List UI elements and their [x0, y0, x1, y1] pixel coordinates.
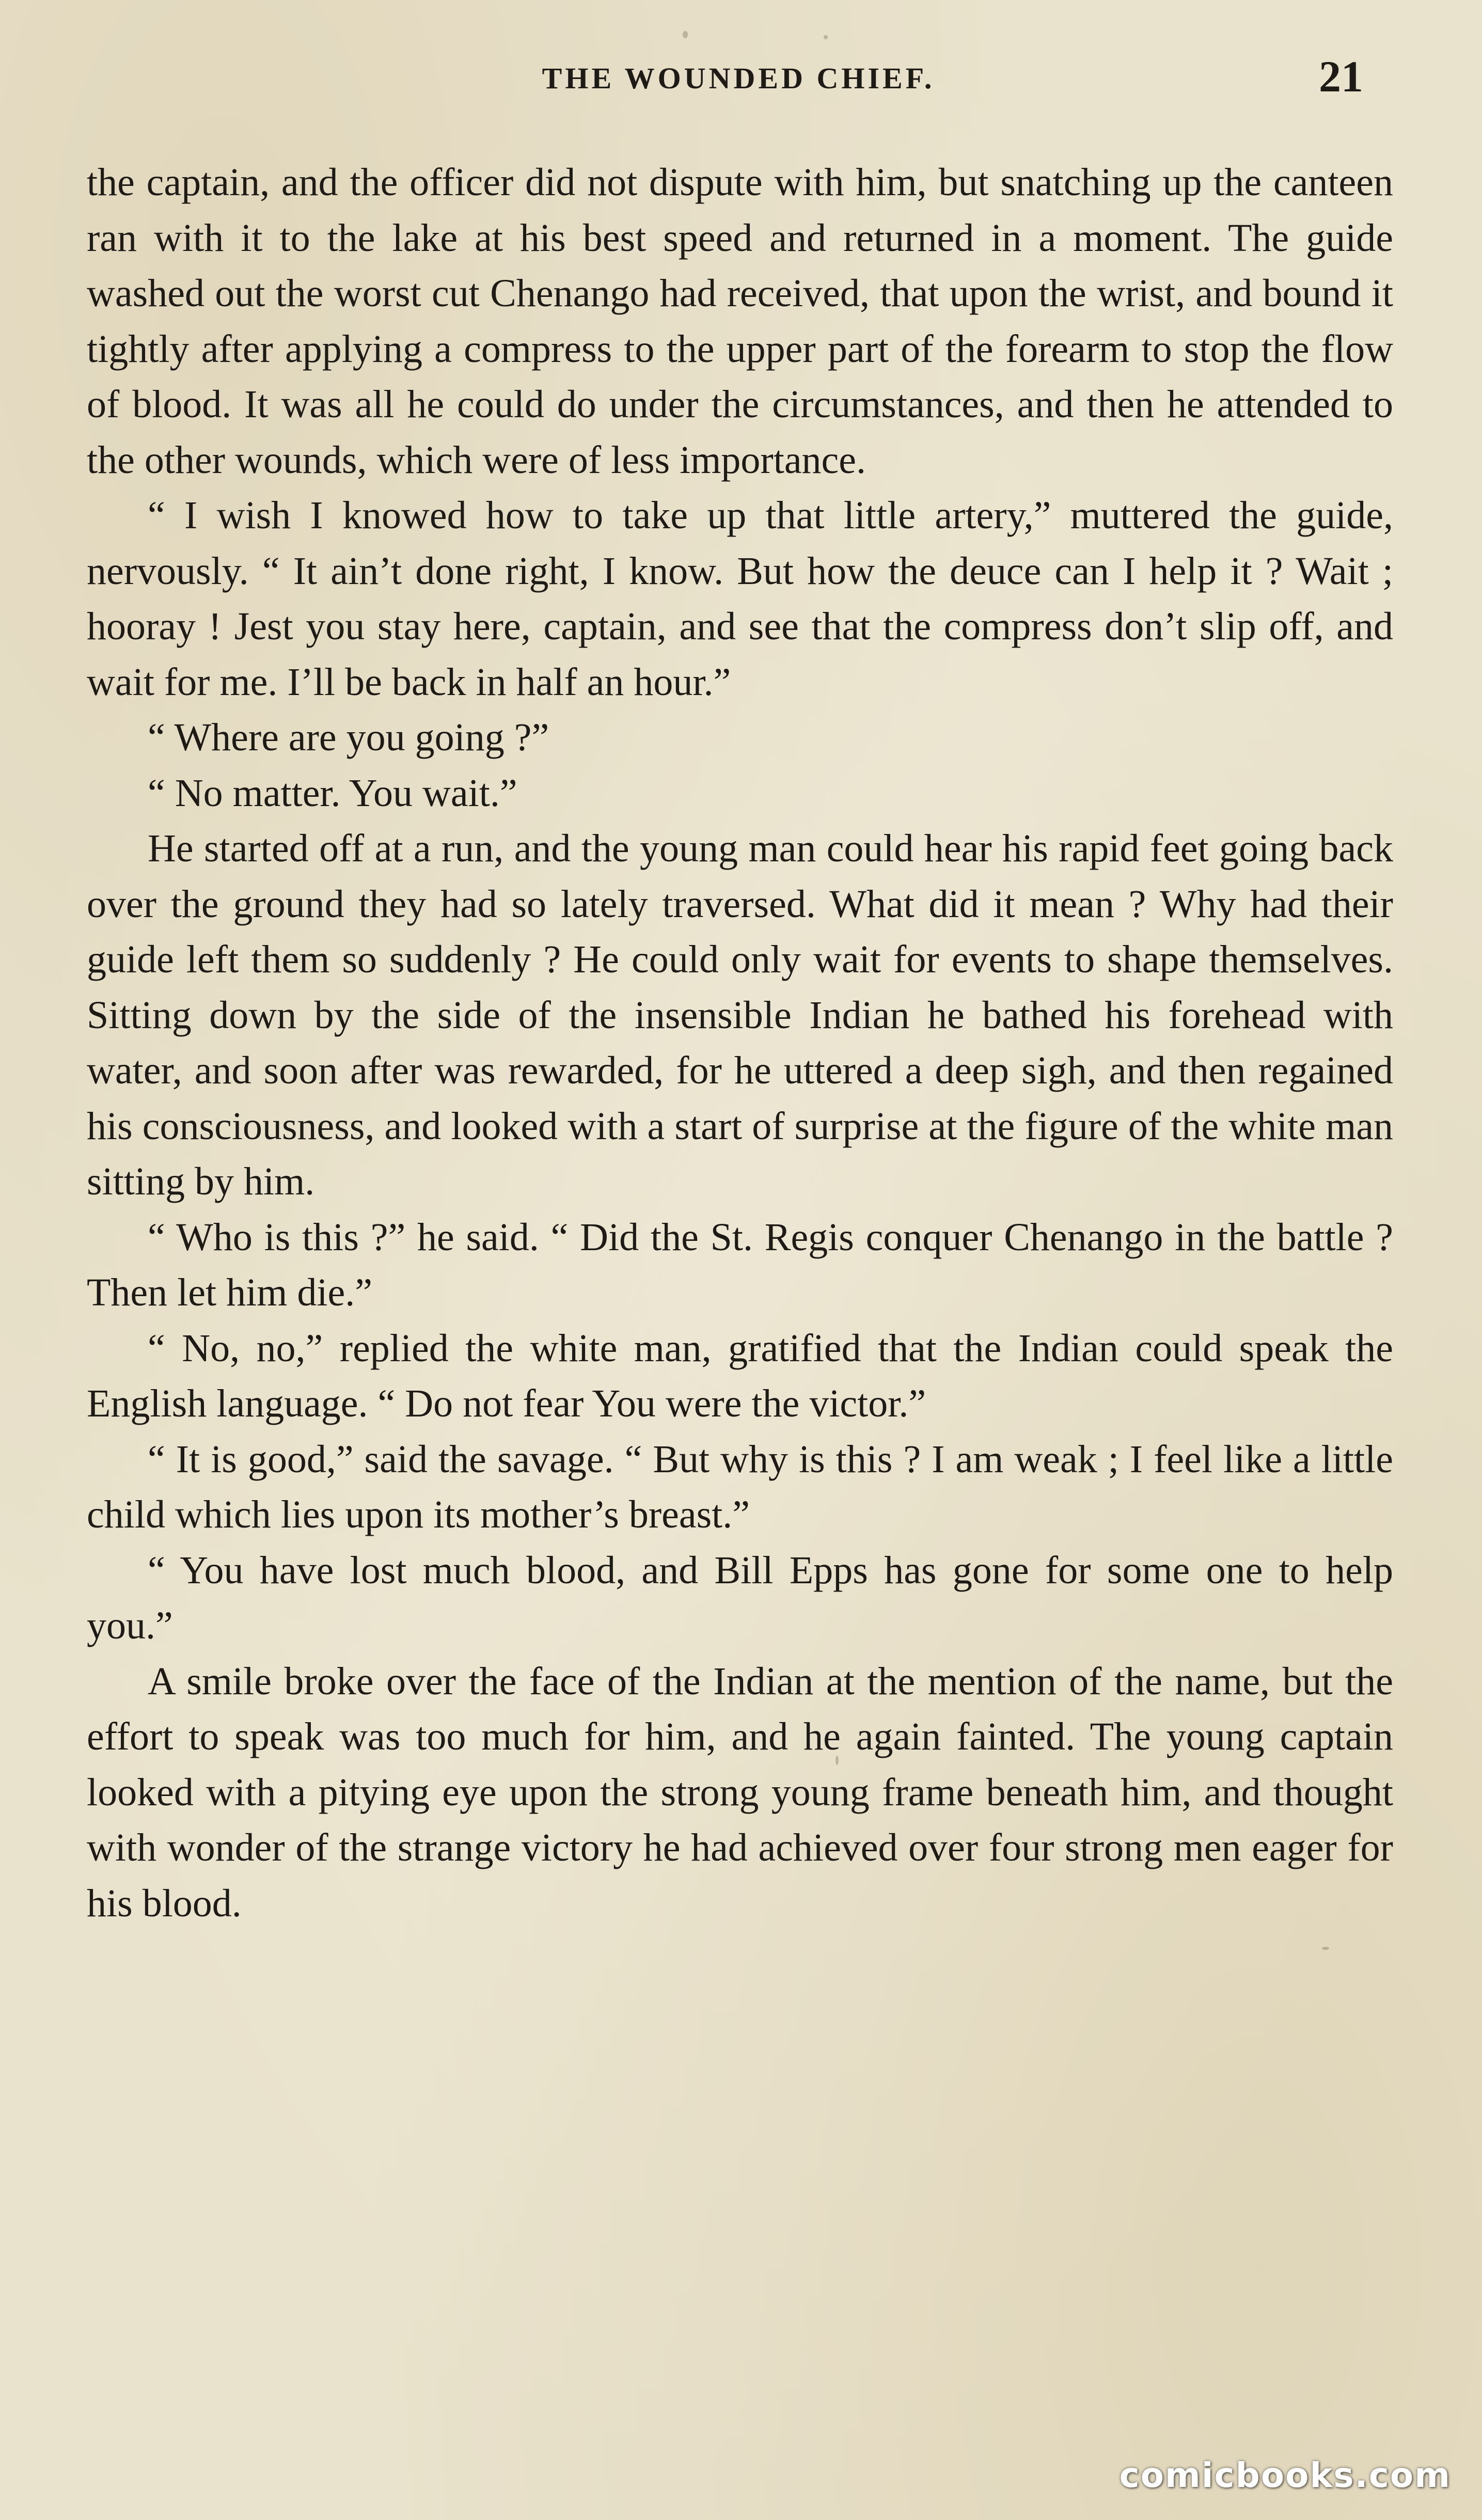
paragraph: “ It is good,” said the savage. “ But why is this ? I am weak ; I feel like a little child which lies upon its mother’s breast.” [87, 1437, 1393, 1536]
paragraph: “ Who is this ?” he said. “ Did the St. Regis conquer Chenango in the battle ? Then let him die.” [87, 1215, 1393, 1314]
watermark: comicbooks.com [1119, 2455, 1451, 2495]
paragraph: “ I wish I knowed how to take up that little artery,” muttered the guide, nervously. “ It ain’t done right, I know. But how the deuce can I help it ? Wait ; hooray ! Jest you stay here, captain, and see that the compress don’t slip off, and wait for me. I’ll be back in half an hour.” [87, 494, 1393, 704]
body-text [87, 155, 1393, 1931]
page-number: 21 [1319, 52, 1363, 101]
paper-speck [683, 31, 688, 38]
paragraph: the captain, and the officer did not dispute with him, but snatching up the canteen ran with it to the lake at his best speed and returned in a moment. The guide washed out the worst cut Chenango had received, that upon the wrist, and bound it tightly after applying a compress to the upper part of the forearm to stop the flow of blood. It was all he could do under the circumstances, and then he attended to the other wounds, which were of less importance. [87, 161, 1393, 482]
paragraph: “ You have lost much blood, and Bill Epps has gone for some one to help you.” [87, 1548, 1393, 1647]
page-header [98, 52, 1379, 113]
paragraph: “ Where are you going ?” [148, 716, 549, 759]
paragraph: “ No matter. You wait.” [148, 771, 517, 815]
paper-speck [824, 35, 828, 39]
paragraph: A smile broke over the face of the Indian at the mention of the name, but the effort to speak was too much for him, and he again fainted. The young captain looked with a pitying eye upon the strong young frame beneath him, and thought with wonder of the strange victory he had achieved over four strong men eager for his blood. [87, 1659, 1393, 1925]
paragraph: “ No, no,” replied the white man, gratified that the Indian could speak the English language. “ Do not fear You were the victor.” [87, 1326, 1393, 1425]
paper-speck [1322, 1947, 1329, 1950]
running-head: THE WOUNDED CHIEF. [542, 61, 935, 95]
paragraph: He started off at a run, and the young man could hear his rapid feet going back over the ground they had so lately traversed. What did it mean ? Why had their guide left them so suddenly ? He could only wait for events to shape themselves. Sitting down by the side of the insensible Indian he bathed his forehead with water, and soon after was rewarded, for he uttered a deep sigh, and then regained his consciousness, and looked with a start of surprise at the figure of the white man sitting by him. [87, 827, 1393, 1203]
